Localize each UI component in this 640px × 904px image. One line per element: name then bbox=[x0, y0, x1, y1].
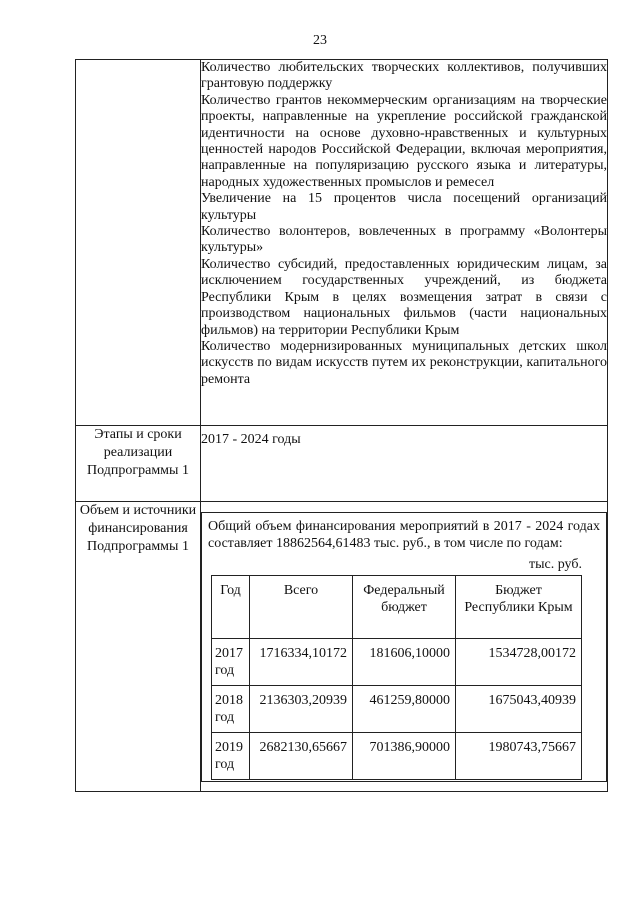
row-regional: 1534728,00172 bbox=[456, 639, 582, 686]
stages-cell bbox=[201, 426, 608, 502]
stages-row bbox=[76, 426, 608, 502]
indicator-item: Количество грантов некоммерческим организациям на творческие проекты, направленные на укрепление российской гражданской идентичности на основе духовно-нравственных и культурных ценностей народов Российской Федерации, включая мероприятия, направленные на популяризацию русского языка и литературы, народных художественных промыслов и ремесел bbox=[201, 92, 607, 190]
header-year: Год bbox=[212, 576, 250, 639]
indicators-cell bbox=[201, 60, 608, 426]
indicator-item: Количество волонтеров, вовлеченных в программу «Волонтеры культуры» bbox=[201, 224, 607, 256]
row-total: 1716334,10172 bbox=[250, 639, 353, 686]
passport-table bbox=[75, 59, 608, 792]
stages-label: Этапы и сроки реализации Подпрограммы 1 bbox=[76, 426, 201, 502]
indicator-item: Увеличение на 15 процентов числа посещений организаций культуры bbox=[201, 191, 607, 223]
row-year: 2017 год bbox=[212, 639, 250, 686]
indicator-item: Количество модернизированных муниципальных детских школ искусств по видам искусств путем их реконструкции, капитального ремонта bbox=[201, 338, 607, 387]
row-regional: 1675043,40939 bbox=[456, 686, 582, 733]
indicators-row bbox=[76, 60, 608, 426]
funding-table-header bbox=[212, 576, 582, 639]
table-row bbox=[212, 639, 582, 686]
row-federal: 701386,90000 bbox=[353, 733, 456, 780]
header-total: Всего bbox=[250, 576, 353, 639]
funding-intro: Общий объем финансирования мероприятий в 2017 - 2024 годах составляет 18862564,61483 тыс. руб., в том числе по годам: bbox=[208, 519, 600, 551]
funding-row bbox=[76, 502, 608, 792]
row-total: 2682130,65667 bbox=[250, 733, 353, 780]
indicator-item: Количество субсидий, предоставленных юридическим лицам, за исключением государственных учреждений, из бюджета Республики Крым в целях возмещения затрат в связи с производством национальных фильмов (части национальных фильмов) на территории Республики Крым bbox=[201, 256, 607, 338]
funding-units: тыс. руб. bbox=[529, 556, 582, 572]
row-total: 2136303,20939 bbox=[250, 686, 353, 733]
table-row bbox=[212, 686, 582, 733]
table-row bbox=[212, 733, 582, 780]
header-regional: Бюджет Республики Крым bbox=[456, 576, 582, 639]
row-year: 2019 год bbox=[212, 733, 250, 780]
row-year: 2018 год bbox=[212, 686, 250, 733]
funding-table bbox=[211, 575, 582, 780]
page-number: 23 bbox=[313, 33, 327, 48]
row-regional: 1980743,75667 bbox=[456, 733, 582, 780]
row-federal: 181606,10000 bbox=[353, 639, 456, 686]
indicators-label-cell bbox=[76, 60, 201, 426]
indicator-item: Количество любительских творческих коллективов, получивших грантовую поддержку bbox=[201, 60, 607, 92]
funding-label: Объем и источники финансирования Подпрограммы 1 bbox=[76, 502, 201, 792]
funding-box bbox=[201, 512, 607, 782]
stages-value: 2017 - 2024 годы bbox=[201, 432, 301, 447]
row-federal: 461259,80000 bbox=[353, 686, 456, 733]
funding-cell bbox=[201, 502, 608, 792]
header-federal: Федеральный бюджет bbox=[353, 576, 456, 639]
